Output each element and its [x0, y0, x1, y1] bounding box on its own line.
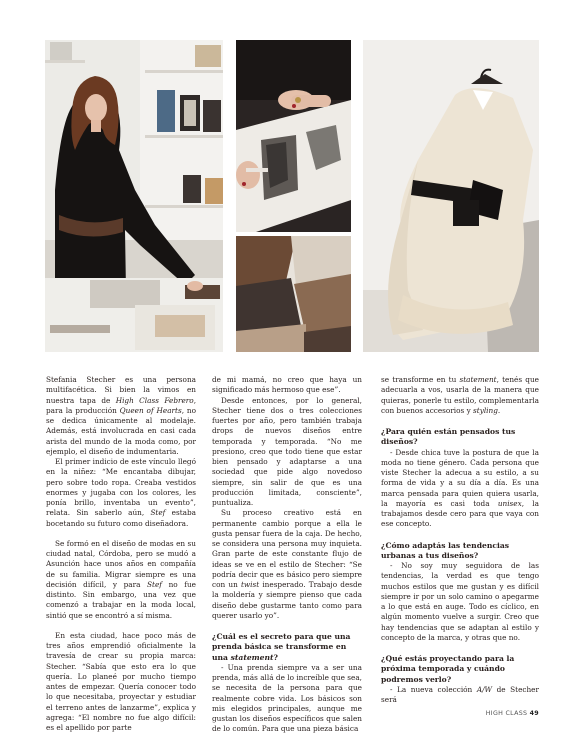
- magazine-name: HIGH CLASS: [485, 710, 528, 717]
- interview-question: ¿Cómo adaptás las tendencias urbanas a tus diseños?: [381, 540, 510, 560]
- photo-leather-swatches: [236, 236, 351, 352]
- article-column-1: [46, 375, 196, 733]
- interview-question: ¿Qué estás proyectando para la próxima temporada y cuándo podremos verlo?: [381, 654, 515, 684]
- paragraph: se transforme en tu statement, tenés que adecuarla a vos, usarla de la manera que quieras, ponerle tu estilo, complementarla con buenos accesorios y styling.: [381, 375, 539, 415]
- paragraph: En esta ciudad, hace poco más de tres años emprendió oficialmente la travesía de crear su propia marca: Stecher. “Sabía que esto era lo que quería. Lo planeé por mucho tiempo antes de empezar. Quería conocer todo lo que necesitaba, proyectar y estudiar el terreno antes de lanzarme”, explica y agrega: “El nombre no fue algo difícil: es el apellido por parte: [46, 630, 196, 732]
- photo-designer-at-table: [45, 40, 223, 352]
- interview-question: ¿Cuál es el secreto para que una prenda básica se transforme en una statement?: [212, 632, 351, 662]
- interview-answer: - La nueva colección A/W de Stecher será: [381, 685, 539, 705]
- photo-dress-mannequin: [363, 40, 539, 352]
- paragraph: El primer indicio de este vínculo llegó en la niñez: “Me encantaba dibujar, pero sobre todo ropa. Creaba vestidos enormes y jugaba con los colores, les ponía brillo, inventaba un evento”, relata. Sin saberlo aún, Stef estaba bocetando su futuro como diseñadora.: [46, 457, 196, 528]
- photo-sketchbook: [236, 40, 351, 232]
- paragraph: de mi mamá, no creo que haya un significado más hermoso que ese”.: [212, 375, 362, 395]
- article-column-2: [212, 375, 362, 735]
- interview-answer: - Una prenda siempre va a ser una prenda, más allá de lo increíble que sea, se necesita de la persona para que realmente cobre vida. Los básicos son mis elegidos principales, aunque me gustan los diseños específicos que salen de lo común. Para que una pieza básica: [212, 662, 362, 734]
- paragraph: Su proceso creativo está en permanente cambio porque a ella le gusta pensar fuera de la caja. De hecho, se considera una persona muy inquieta. Gran parte de este constante flujo de ideas se ve en el estilo de Stecher: “Se podría decir que es básico pero siempre con un twist inesperado. Trabajo desde la moldería y siempre pienso que cada diseño debe gustarme tanto como para querer usarlo yo”.: [212, 508, 362, 620]
- article-column-3: [381, 375, 539, 706]
- paragraph: Stefania Stecher es una persona multifacética. Si bien la vimos en nuestra tapa de High Class Febrero, para la producción Queen of Hearts, no se dedica únicamente al modelaje. Además, está involucrada en casi cada arista del mundo de la moda como, por ejemplo, el diseño de indumentaria.: [46, 375, 197, 456]
- interview-answer: - Desde chica tuve la postura de que la moda no tiene género. Cada persona que viste Stecher la adecua a su estilo, a su forma de vida y a su día a día. Es una marca pensada para quien quiera usarla, la mayoría es casi toda unisex, la trabajamos desde cero para que vaya con ese concepto.: [381, 447, 539, 529]
- interview-answer: - No soy muy seguidora de las tendencias, la verdad es que tengo muchos estilos que me gustan y es difícil siempre ir por un solo camino o apegarme a lo que está en auge. Todo es cíclico, en algún momento vuelve a surgir. Creo que hay tendencias que se adaptan al estilo y concepto de la marca, y otras que no.: [381, 561, 539, 642]
- paragraph: Se formó en el diseño de modas en su ciudad natal, Córdoba, pero se mudó a Asunción hace unos años en compañía de su familia. Migrar siempre es una decisión difícil, y para Stef no fue distinto. Sin embargo, una vez que comenzó a trabajar en la moda local, sintió que se encontró a sí misma.: [46, 538, 196, 620]
- interview-question: ¿Para quién están pensados tus diseños?: [381, 427, 516, 447]
- paragraph: Desde entonces, por lo general, Stecher tiene dos o tres colecciones fuertes por año, pero también trabaja drops de nuevos diseños entre temporada y temporada. “No me presiono, creo que todo tiene que estar bien pensado y adaptarse a una sociedad que pide algo novedoso siempre, sin salir de que es una producción limitada, consciente”, puntualiza.: [212, 395, 362, 507]
- page-footer: [486, 710, 539, 717]
- page-number: 49: [529, 710, 539, 717]
